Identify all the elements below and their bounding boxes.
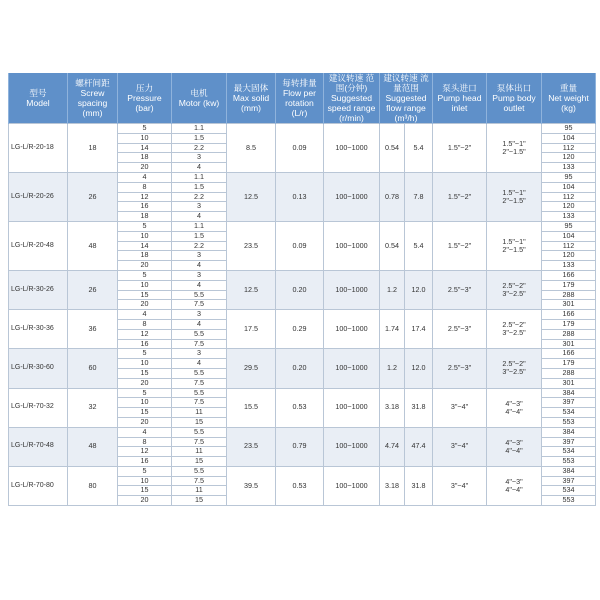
header-en-label: Screw spacing (mm) — [77, 88, 108, 118]
weight-cell: 534 — [542, 486, 596, 496]
motor-cell: 4 — [172, 359, 227, 369]
model-cell: LG-L/R-30-26 — [9, 270, 68, 309]
weight-cell: 104 — [542, 182, 596, 192]
model-cell: LG-L/R-70-48 — [9, 427, 68, 466]
motor-cell: 15 — [172, 496, 227, 506]
pressure-cell: 20 — [118, 300, 172, 310]
header-en-label: Pump head inlet — [437, 93, 482, 113]
model-cell: LG-L/R-20-18 — [9, 124, 68, 173]
pressure-cell: 10 — [118, 359, 172, 369]
speed-range-cell: 100~1000 — [324, 388, 380, 427]
pressure-cell: 10 — [118, 280, 172, 290]
pressure-cell: 15 — [118, 408, 172, 418]
outlet-cell: 4"~3" 4"~4" — [487, 466, 542, 505]
inlet-cell: 1.5"~2" — [433, 124, 487, 173]
motor-cell: 5.5 — [172, 290, 227, 300]
header-en-label: Pump body outlet — [492, 93, 536, 113]
spacing-cell: 80 — [68, 466, 118, 505]
flow-max-cell: 5.4 — [405, 221, 433, 270]
weight-cell: 120 — [542, 202, 596, 212]
weight-cell: 384 — [542, 427, 596, 437]
motor-cell: 1.1 — [172, 172, 227, 182]
flow-min-cell: 4.74 — [380, 427, 405, 466]
pressure-cell: 5 — [118, 388, 172, 398]
model-cell: LG-L/R-20-26 — [9, 172, 68, 221]
pressure-cell: 15 — [118, 486, 172, 496]
header-cn-label: 建议转速 范围(分钟) — [328, 73, 375, 93]
spacing-cell: 36 — [68, 310, 118, 349]
motor-cell: 4 — [172, 319, 227, 329]
flow-rotation-cell: 0.79 — [276, 427, 324, 466]
speed-range-cell: 100~1000 — [324, 270, 380, 309]
weight-cell: 166 — [542, 349, 596, 359]
table-row — [9, 427, 596, 437]
weight-cell: 397 — [542, 476, 596, 486]
motor-cell: 7.5 — [172, 378, 227, 388]
motor-cell: 7.5 — [172, 300, 227, 310]
header-en-label: Max solid (mm) — [232, 93, 270, 113]
header-cn-label: 每转排量 — [282, 78, 317, 88]
speed-range-cell: 100~1000 — [324, 427, 380, 466]
weight-cell: 397 — [542, 437, 596, 447]
pressure-cell: 5 — [118, 349, 172, 359]
weight-cell: 120 — [542, 153, 596, 163]
spacing-cell: 48 — [68, 427, 118, 466]
motor-cell: 4 — [172, 212, 227, 222]
flow-rotation-cell: 0.53 — [276, 388, 324, 427]
speed-range-cell: 100~1000 — [324, 310, 380, 349]
pressure-cell: 12 — [118, 447, 172, 457]
pressure-cell: 5 — [118, 221, 172, 231]
table-row — [9, 466, 596, 476]
max-solid-cell: 8.5 — [227, 124, 276, 173]
outlet-cell: 1.5"~1" 2"~1.5" — [487, 221, 542, 270]
header-cn-label: 电机 — [190, 88, 208, 98]
weight-cell: 179 — [542, 359, 596, 369]
speed-range-cell: 100~1000 — [324, 349, 380, 388]
speed-range-cell: 100~1000 — [324, 221, 380, 270]
inlet-cell: 1.5"~2" — [433, 221, 487, 270]
flow-max-cell: 17.4 — [405, 310, 433, 349]
weight-cell: 120 — [542, 251, 596, 261]
header-pressure — [118, 73, 172, 124]
weight-cell: 301 — [542, 339, 596, 349]
pressure-cell: 10 — [118, 231, 172, 241]
outlet-cell: 4"~3" 4"~4" — [487, 427, 542, 466]
inlet-cell: 2.5"~3" — [433, 270, 487, 309]
motor-cell: 2.2 — [172, 241, 227, 251]
speed-range-cell: 100~1000 — [324, 124, 380, 173]
model-cell: LG-L/R-70-32 — [9, 388, 68, 427]
motor-cell: 1.1 — [172, 124, 227, 134]
flow-max-cell: 5.4 — [405, 124, 433, 173]
table-row — [9, 172, 596, 182]
pressure-cell: 18 — [118, 251, 172, 261]
header-pump-head-inlet — [433, 73, 487, 124]
spacing-cell: 18 — [68, 124, 118, 173]
header-en-label: Motor (kw) — [178, 98, 220, 108]
motor-cell: 5.5 — [172, 466, 227, 476]
spacing-cell: 60 — [68, 349, 118, 388]
flow-max-cell: 31.8 — [405, 388, 433, 427]
table-body — [9, 124, 596, 506]
outlet-cell: 1.5"~1" 2"~1.5" — [487, 172, 542, 221]
pressure-cell: 10 — [118, 398, 172, 408]
header-en-label: Flow per rotation (L/r) — [283, 88, 316, 118]
motor-cell: 11 — [172, 447, 227, 457]
weight-cell: 95 — [542, 172, 596, 182]
flow-max-cell: 12.0 — [405, 270, 433, 309]
weight-cell: 133 — [542, 212, 596, 222]
header-cn-label: 泵体出口 — [496, 83, 532, 93]
weight-cell: 133 — [542, 261, 596, 271]
spacing-cell: 48 — [68, 221, 118, 270]
weight-cell: 112 — [542, 192, 596, 202]
weight-cell: 384 — [542, 466, 596, 476]
motor-cell: 3 — [172, 349, 227, 359]
motor-cell: 15 — [172, 457, 227, 467]
motor-cell: 3 — [172, 202, 227, 212]
pressure-cell: 12 — [118, 329, 172, 339]
weight-cell: 384 — [542, 388, 596, 398]
pressure-cell: 10 — [118, 476, 172, 486]
motor-cell: 11 — [172, 408, 227, 418]
header-speed-range — [324, 73, 380, 124]
header-flow-per-rotation — [276, 73, 324, 124]
motor-cell: 3 — [172, 310, 227, 320]
header-screw-spacing — [68, 73, 118, 124]
header-cn-label: 型号 — [29, 88, 47, 98]
pressure-cell: 5 — [118, 124, 172, 134]
table-row — [9, 310, 596, 320]
inlet-cell: 2.5"~3" — [433, 349, 487, 388]
weight-cell: 288 — [542, 368, 596, 378]
weight-cell: 534 — [542, 447, 596, 457]
table-row — [9, 388, 596, 398]
motor-cell: 1.5 — [172, 133, 227, 143]
motor-cell: 4 — [172, 280, 227, 290]
header-cn-label: 泵头进口 — [442, 83, 477, 93]
motor-cell: 7.5 — [172, 339, 227, 349]
flow-max-cell: 31.8 — [405, 466, 433, 505]
outlet-cell: 4"~3" 4"~4" — [487, 388, 542, 427]
motor-cell: 5.5 — [172, 329, 227, 339]
flow-min-cell: 1.2 — [380, 349, 405, 388]
flow-max-cell: 47.4 — [405, 427, 433, 466]
header-en-label: Net weight (kg) — [548, 93, 589, 113]
flow-rotation-cell: 0.09 — [276, 124, 324, 173]
motor-cell: 3 — [172, 153, 227, 163]
motor-cell: 5.5 — [172, 368, 227, 378]
header-motor — [172, 73, 227, 124]
model-cell: LG-L/R-70-80 — [9, 466, 68, 505]
weight-cell: 553 — [542, 457, 596, 467]
pressure-cell: 20 — [118, 378, 172, 388]
weight-cell: 104 — [542, 231, 596, 241]
flow-min-cell: 1.74 — [380, 310, 405, 349]
flow-rotation-cell: 0.20 — [276, 349, 324, 388]
motor-cell: 5.5 — [172, 388, 227, 398]
pressure-cell: 12 — [118, 192, 172, 202]
outlet-cell: 2.5"~2" 3"~2.5" — [487, 349, 542, 388]
motor-cell: 3 — [172, 270, 227, 280]
flow-rotation-cell: 0.13 — [276, 172, 324, 221]
speed-range-cell: 100~1000 — [324, 466, 380, 505]
pressure-cell: 14 — [118, 143, 172, 153]
pressure-cell: 16 — [118, 339, 172, 349]
weight-cell: 553 — [542, 496, 596, 506]
spacing-cell: 26 — [68, 172, 118, 221]
motor-cell: 2.2 — [172, 192, 227, 202]
weight-cell: 166 — [542, 270, 596, 280]
flow-rotation-cell: 0.09 — [276, 221, 324, 270]
table-row — [9, 221, 596, 231]
pressure-cell: 8 — [118, 182, 172, 192]
flow-min-cell: 0.54 — [380, 124, 405, 173]
header-cn-label: 压力 — [135, 83, 154, 93]
weight-cell: 534 — [542, 408, 596, 418]
weight-cell: 95 — [542, 221, 596, 231]
table-row — [9, 270, 596, 280]
weight-cell: 288 — [542, 329, 596, 339]
weight-cell: 553 — [542, 417, 596, 427]
weight-cell: 112 — [542, 143, 596, 153]
max-solid-cell: 23.5 — [227, 221, 276, 270]
header-flow-range — [380, 73, 433, 124]
max-solid-cell: 29.5 — [227, 349, 276, 388]
motor-cell: 7.5 — [172, 437, 227, 447]
pressure-cell: 14 — [118, 241, 172, 251]
motor-cell: 7.5 — [172, 398, 227, 408]
table-row — [9, 349, 596, 359]
pressure-cell: 20 — [118, 163, 172, 173]
pressure-cell: 8 — [118, 437, 172, 447]
weight-cell: 179 — [542, 280, 596, 290]
flow-min-cell: 3.18 — [380, 466, 405, 505]
pressure-cell: 8 — [118, 319, 172, 329]
motor-cell: 4 — [172, 163, 227, 173]
max-solid-cell: 12.5 — [227, 172, 276, 221]
header-model — [9, 73, 68, 124]
motor-cell: 5.5 — [172, 427, 227, 437]
header-cn-label: 螺杆间距 — [75, 78, 110, 88]
pressure-cell: 15 — [118, 290, 172, 300]
pressure-cell: 20 — [118, 496, 172, 506]
pressure-cell: 16 — [118, 457, 172, 467]
max-solid-cell: 17.5 — [227, 310, 276, 349]
header-cn-label: 最大固体 — [233, 83, 269, 93]
pressure-cell: 18 — [118, 153, 172, 163]
max-solid-cell: 12.5 — [227, 270, 276, 309]
motor-cell: 1.1 — [172, 221, 227, 231]
header-en-label: Suggested flow range (m³/h) — [385, 93, 427, 123]
pressure-cell: 15 — [118, 368, 172, 378]
pressure-cell: 16 — [118, 202, 172, 212]
inlet-cell: 3"~4" — [433, 427, 487, 466]
header-pump-body-outlet — [487, 73, 542, 124]
outlet-cell: 2.5"~2" 3"~2.5" — [487, 310, 542, 349]
pressure-cell: 5 — [118, 270, 172, 280]
table-row — [9, 124, 596, 134]
motor-cell: 11 — [172, 486, 227, 496]
model-cell: LG-L/R-20-48 — [9, 221, 68, 270]
pressure-cell: 18 — [118, 212, 172, 222]
motor-cell: 4 — [172, 261, 227, 271]
motor-cell: 1.5 — [172, 182, 227, 192]
header-net-weight — [542, 73, 596, 124]
pressure-cell: 10 — [118, 133, 172, 143]
motor-cell: 7.5 — [172, 476, 227, 486]
flow-rotation-cell: 0.20 — [276, 270, 324, 309]
flow-max-cell: 12.0 — [405, 349, 433, 388]
weight-cell: 179 — [542, 319, 596, 329]
weight-cell: 301 — [542, 300, 596, 310]
inlet-cell: 3"~4" — [433, 466, 487, 505]
flow-min-cell: 3.18 — [380, 388, 405, 427]
max-solid-cell: 23.5 — [227, 427, 276, 466]
header-cn-label: 建议转速 流量范围 — [383, 73, 429, 93]
pump-spec-table — [8, 73, 596, 506]
weight-cell: 301 — [542, 378, 596, 388]
spacing-cell: 32 — [68, 388, 118, 427]
model-cell: LG-L/R-30-60 — [9, 349, 68, 388]
weight-cell: 133 — [542, 163, 596, 173]
flow-max-cell: 7.8 — [405, 172, 433, 221]
motor-cell: 2.2 — [172, 143, 227, 153]
pressure-cell: 4 — [118, 172, 172, 182]
pressure-cell: 4 — [118, 427, 172, 437]
pressure-cell: 20 — [118, 261, 172, 271]
header-en-label: Model — [26, 98, 50, 108]
pressure-cell: 20 — [118, 417, 172, 427]
flow-rotation-cell: 0.29 — [276, 310, 324, 349]
inlet-cell: 3"~4" — [433, 388, 487, 427]
model-cell: LG-L/R-30-36 — [9, 310, 68, 349]
outlet-cell: 1.5"~1" 2"~1.5" — [487, 124, 542, 173]
flow-rotation-cell: 0.53 — [276, 466, 324, 505]
header-en-label: Pressure (bar) — [127, 93, 162, 113]
max-solid-cell: 39.5 — [227, 466, 276, 505]
weight-cell: 112 — [542, 241, 596, 251]
motor-cell: 1.5 — [172, 231, 227, 241]
weight-cell: 95 — [542, 124, 596, 134]
header-row — [9, 73, 596, 124]
header-en-label: Suggested speed range (r/min) — [327, 93, 376, 123]
flow-min-cell: 1.2 — [380, 270, 405, 309]
flow-min-cell: 0.54 — [380, 221, 405, 270]
weight-cell: 166 — [542, 310, 596, 320]
motor-cell: 3 — [172, 251, 227, 261]
spacing-cell: 26 — [68, 270, 118, 309]
outlet-cell: 2.5"~2" 3"~2.5" — [487, 270, 542, 309]
pressure-cell: 5 — [118, 466, 172, 476]
weight-cell: 288 — [542, 290, 596, 300]
speed-range-cell: 100~1000 — [324, 172, 380, 221]
weight-cell: 104 — [542, 133, 596, 143]
inlet-cell: 2.5"~3" — [433, 310, 487, 349]
motor-cell: 15 — [172, 417, 227, 427]
header-cn-label: 重量 — [559, 83, 578, 93]
inlet-cell: 1.5"~2" — [433, 172, 487, 221]
weight-cell: 397 — [542, 398, 596, 408]
flow-min-cell: 0.78 — [380, 172, 405, 221]
pressure-cell: 4 — [118, 310, 172, 320]
header-max-solid — [227, 73, 276, 124]
max-solid-cell: 15.5 — [227, 388, 276, 427]
